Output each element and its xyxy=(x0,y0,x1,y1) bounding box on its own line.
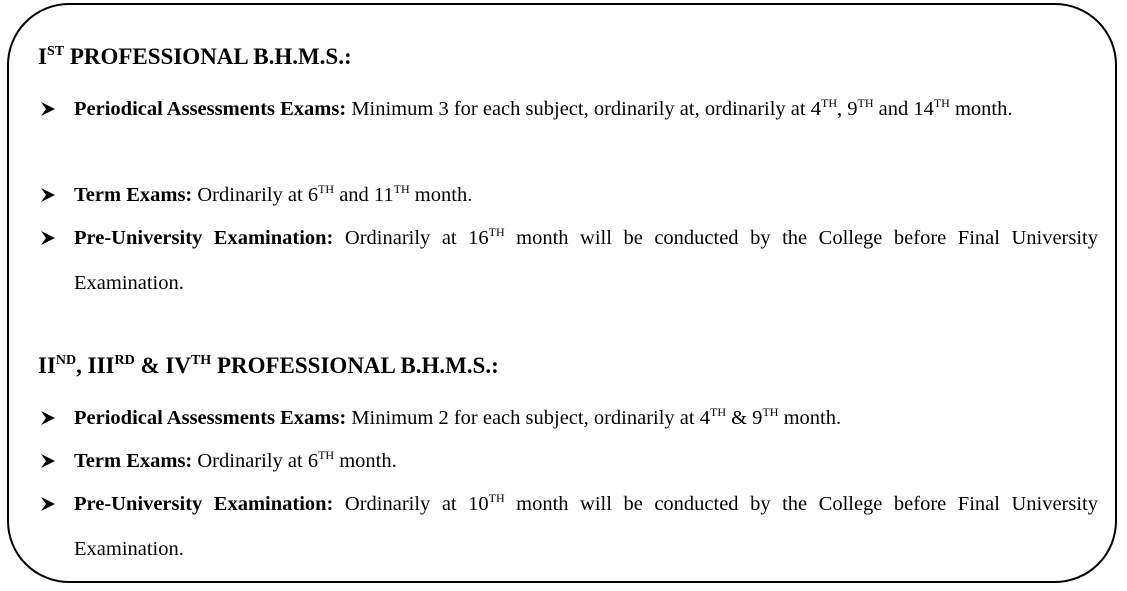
arrowhead-bullet-icon xyxy=(38,440,58,483)
arrowhead-bullet-icon xyxy=(38,397,58,440)
item-label: Pre-University Examination: xyxy=(74,493,334,515)
list-item-text xyxy=(74,397,1098,442)
arrowhead-bullet-icon xyxy=(38,88,58,131)
ordinal-superscript: TH xyxy=(318,182,335,196)
ordinal-superscript: TH xyxy=(709,405,726,419)
list-item-text xyxy=(74,483,1098,571)
item-text: month will be conducted by the College before Final University Examination. xyxy=(74,227,1098,294)
arrowhead-bullet-icon xyxy=(38,217,58,260)
ordinal-superscript: TH xyxy=(820,96,837,110)
item-text: month. xyxy=(778,407,842,429)
item-label: Term Exams: xyxy=(74,450,193,472)
list-item xyxy=(38,217,1098,305)
list-item xyxy=(38,483,1098,571)
item-text: and 11 xyxy=(334,184,394,206)
item-label: Pre-University Examination: xyxy=(74,227,334,249)
item-text: month. xyxy=(949,98,1013,120)
ordinal-superscript: TH xyxy=(318,448,335,462)
heading-text: PROFESSIONAL B.H.M.S.: xyxy=(64,44,352,69)
item-text: Ordinarily at 6 xyxy=(192,184,319,206)
list-item xyxy=(38,397,1098,442)
item-text: & 9 xyxy=(725,407,763,429)
ordinal-superscript: TH xyxy=(393,182,410,196)
section-heading-first-professional xyxy=(38,42,352,76)
heading-superscript: TH xyxy=(190,353,212,368)
item-text: Minimum 2 for each subject, ordinarily at 4 xyxy=(346,407,710,429)
ordinal-superscript: TH xyxy=(488,491,505,505)
list-item xyxy=(38,174,1098,219)
ordinal-superscript: TH xyxy=(933,96,950,110)
heading-text: II xyxy=(38,353,56,378)
item-text: Ordinarily at 16 xyxy=(333,227,489,249)
heading-superscript: RD xyxy=(114,353,135,368)
ordinal-superscript: TH xyxy=(488,225,505,239)
item-label: Term Exams: xyxy=(74,184,193,206)
item-text: and 14 xyxy=(873,98,934,120)
list-item-text xyxy=(74,217,1098,305)
item-text: month. xyxy=(334,450,397,472)
list-item-text xyxy=(74,88,1098,133)
heading-text: PROFESSIONAL B.H.M.S.: xyxy=(211,353,499,378)
list-item-text xyxy=(74,174,1098,219)
heading-text: & IV xyxy=(134,353,191,378)
list-item xyxy=(38,440,1098,485)
ordinal-superscript: TH xyxy=(762,405,779,419)
heading-superscript: ST xyxy=(46,44,65,59)
heading-superscript: ND xyxy=(55,353,77,368)
item-text: Ordinarily at 10 xyxy=(333,493,489,515)
ordinal-superscript: TH xyxy=(857,96,874,110)
item-text: , 9 xyxy=(836,98,858,120)
item-text: Minimum 3 for each subject, ordinarily at, ordinarily at 4 xyxy=(346,98,821,120)
item-label: Periodical Assessments Exams: xyxy=(74,98,347,120)
section-heading-second-to-fourth-professional xyxy=(38,351,499,385)
arrowhead-bullet-icon xyxy=(38,483,58,526)
item-text: Ordinarily at 6 xyxy=(192,450,319,472)
item-text: month will be conducted by the College before Final University Examination. xyxy=(74,493,1098,560)
arrowhead-bullet-icon xyxy=(38,174,58,217)
list-item-text xyxy=(74,440,1098,485)
list-item xyxy=(38,88,1098,133)
item-text: month. xyxy=(409,184,473,206)
item-label: Periodical Assessments Exams: xyxy=(74,407,347,429)
heading-text: , III xyxy=(76,353,115,378)
heading-text: I xyxy=(38,44,47,69)
